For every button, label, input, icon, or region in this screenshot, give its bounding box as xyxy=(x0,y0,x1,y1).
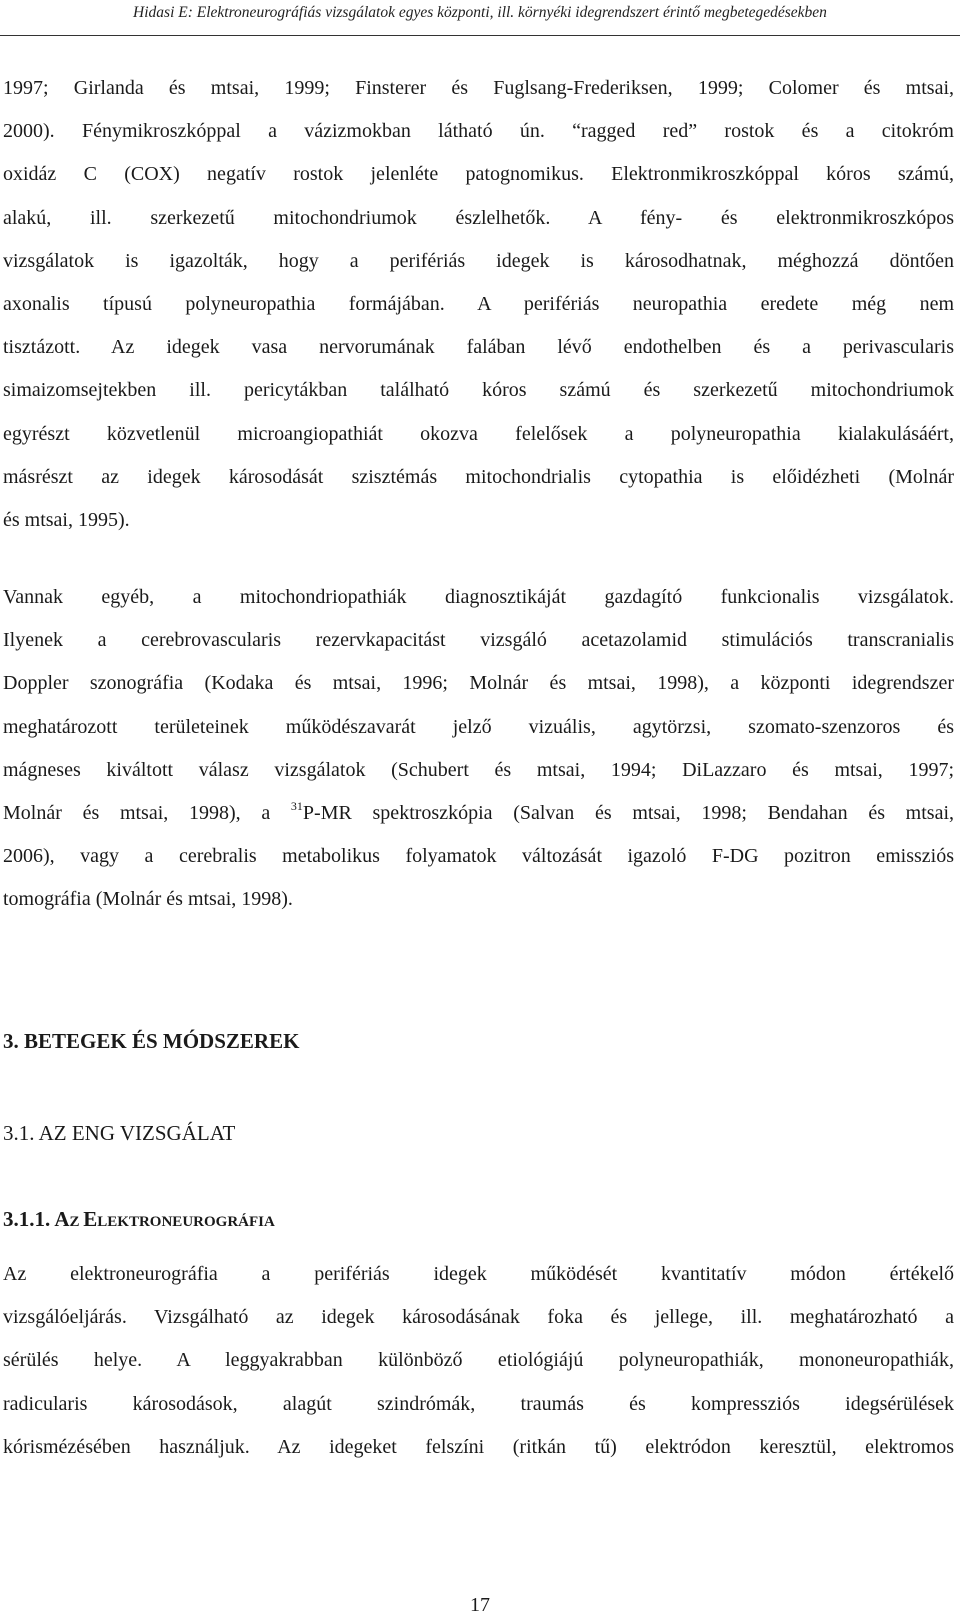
text-line: 2000). Fénymikroszkóppal a vázizmokban látható ún. “ragged red” rostok és a citokróm xyxy=(3,120,954,143)
text-line: alakú, ill. szerkezetű mitochondriumok észlelhetők. A fény- és elektronmikroszkópos xyxy=(3,206,954,229)
heading-small-caps: LEKTRONEUROGRÁFIA xyxy=(97,1214,275,1230)
text-line: 1997; Girlanda és mtsai, 1999; Finsterer és Fuglsang-Frederiksen, 1999; Colomer és mtsai, xyxy=(3,77,954,99)
heading-small-caps: Z xyxy=(69,1214,84,1230)
paragraph-mitochondria-histology xyxy=(3,67,954,542)
text-line: simaizomsejtekben ill. pericytákban található kóros számú és szerkezetű mitochondriumok xyxy=(3,379,954,402)
heading-number: 3.1.1. xyxy=(3,1207,55,1231)
text-line: Vannak egyéb, a mitochondriopathiák diagnosztikáját gazdagító funkcionalis vizsgálatok. xyxy=(3,586,954,608)
paragraph-functional-tests xyxy=(3,576,954,922)
text-line: oxidáz C (COX) negatív rostok jelenléte patognomikus. Elektronmikroszkóppal kóros számú, xyxy=(3,163,954,186)
text-fragment: P-MR spektroszkópia (Salvan és mtsai, 1998; Bendahan és mtsai, xyxy=(302,801,955,824)
text-line: kórismézésében használjuk. Az idegeket felszíni (ritkán tű) elektródon keresztül, elektromos xyxy=(3,1435,954,1458)
text-line: tomográfia (Molnár és mtsai, 1998). xyxy=(3,888,293,911)
paragraph-eng-intro xyxy=(3,1253,954,1469)
text-line: egyrészt közvetlenül microangiopathiát okozva felelősek a polyneuropathia kialakulásáért, xyxy=(3,422,954,445)
text-line: tisztázott. Az idegek vasa nervorumának falában lévő endothelben és a perivascularis xyxy=(3,336,954,359)
text-line: Az elektroneurográfia a perifériás idegek működését kvantitatív módon értékelő xyxy=(3,1263,954,1285)
text-line: sérülés helye. A leggyakrabban különböző etiológiájú polyneuropathiák, mononeuropathiák, xyxy=(3,1349,954,1372)
text-line: vizsgálatok is igazolták, hogy a perifériás idegek is károsodhatnak, méghozzá döntően xyxy=(3,249,954,272)
text-line: radicularis károsodások, alagút szindrómák, traumás és kompressziós idegsérülések xyxy=(3,1392,954,1415)
subsection-heading: 3.1. AZ ENG VIZSGÁLAT xyxy=(3,1121,236,1145)
text-line: mágneses kiváltott válasz vizsgálatok (Schubert és mtsai, 1994; DiLazzaro és mtsai, 1997; xyxy=(3,758,954,781)
text-line-with-superscript xyxy=(3,792,954,835)
section-heading: 3. BETEGEK ÉS MÓDSZEREK xyxy=(3,1029,300,1053)
text-line: 2006), vagy a cerebralis metabolikus folyamatok változását igazoló F-DG pozitron emissziós xyxy=(3,845,954,868)
text-line: Doppler szonográfia (Kodaka és mtsai, 1996; Molnár és mtsai, 1998), a központi idegrendszer xyxy=(3,672,954,695)
text-fragment: Molnár és mtsai, 1998), a xyxy=(3,801,291,824)
text-line: és mtsai, 1995). xyxy=(3,508,130,531)
text-line: meghatározott területeinek működészavarát jelző vizuális, agytörzsi, szomato-szenzoros és xyxy=(3,715,954,738)
heading-initial: E xyxy=(83,1207,98,1231)
subsubsection-heading xyxy=(3,1207,275,1232)
text-line: vizsgálóeljárás. Vizsgálható az idegek károsodásának foka és jellege, ill. meghatározható a xyxy=(3,1306,954,1329)
page-number: 17 xyxy=(470,1594,490,1616)
superscript-isotope: 31 xyxy=(290,798,303,813)
text-line: axonalis típusú polyneuropathia formájában. A perifériás neuropathia eredete még nem xyxy=(3,292,954,315)
running-header: Hidasi E: Elektroneurográfiás vizsgálatok egyes központi, ill. környéki idegrendszert érintő megbetegedésekben xyxy=(133,4,827,21)
heading-initial: A xyxy=(54,1207,70,1231)
text-line: másrészt az idegek károsodását szisztémás mitochondrialis cytopathia is előidézheti (Molnár xyxy=(3,465,954,488)
text-line: Ilyenek a cerebrovascularis rezervkapacitást vizsgáló acetazolamid stimulációs transcranialis xyxy=(3,629,954,652)
header-divider xyxy=(0,35,960,36)
